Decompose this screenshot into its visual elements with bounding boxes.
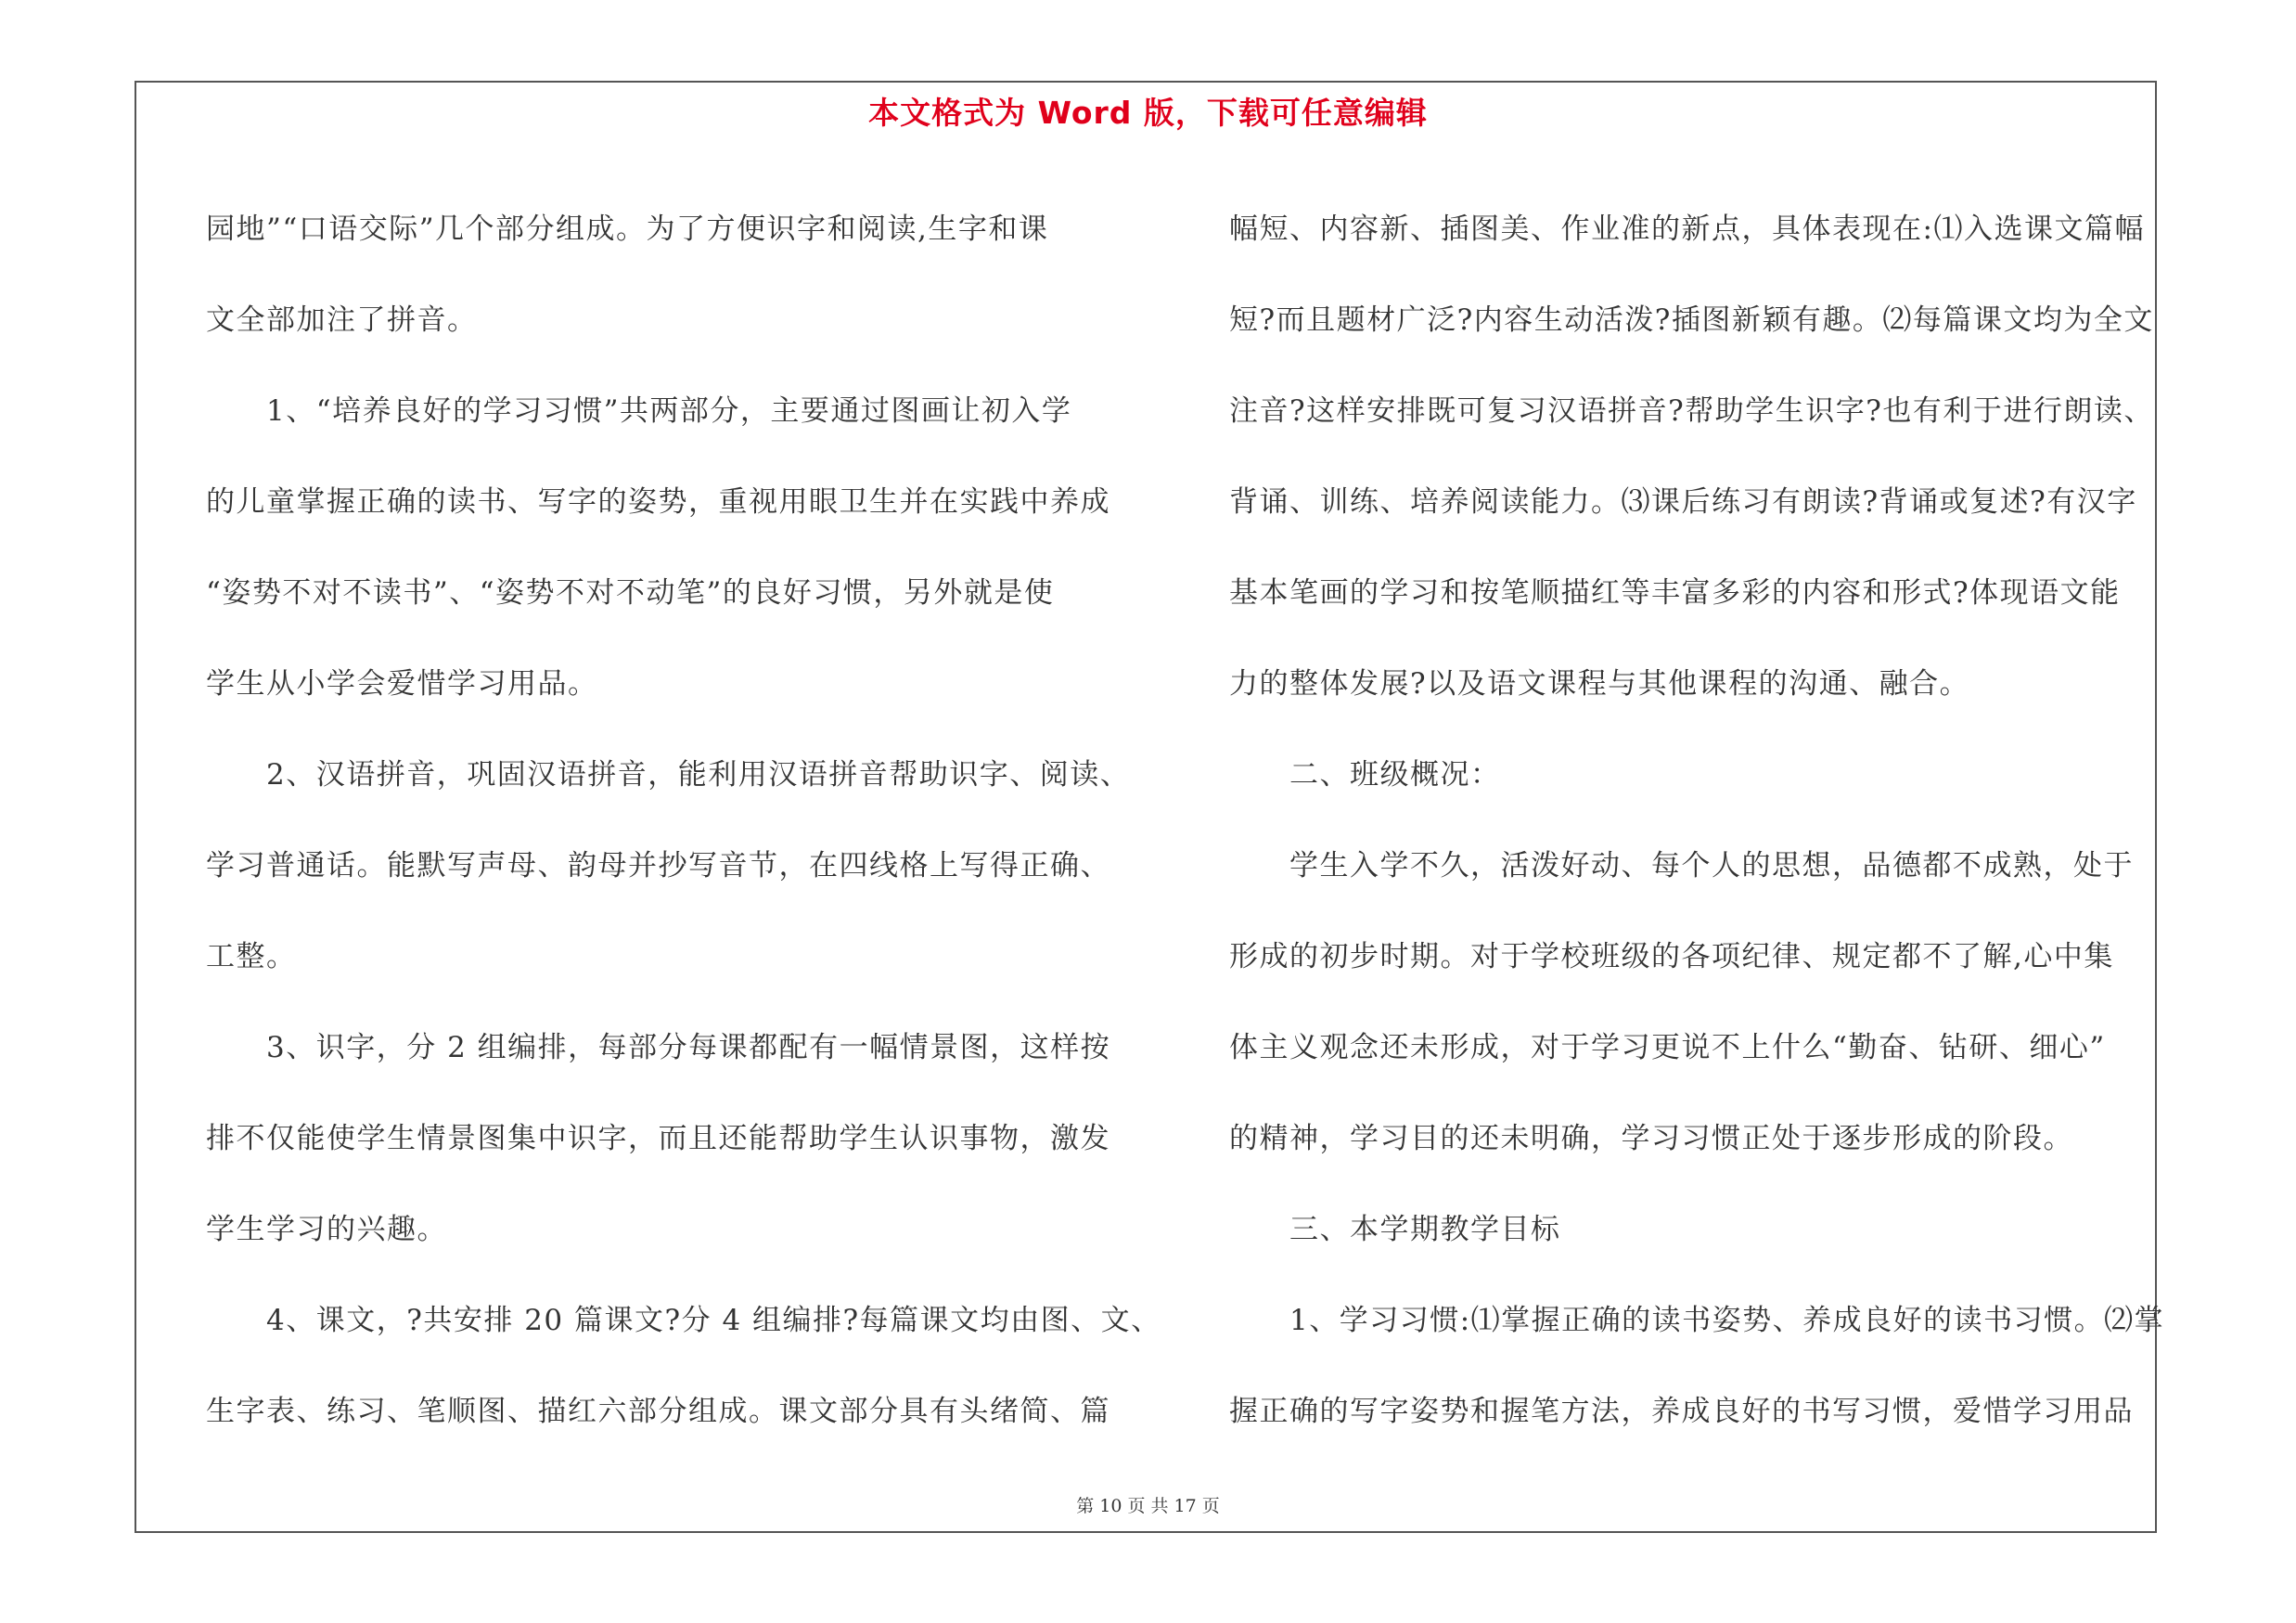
text-line: 生字表、练习、笔顺图、描红六部分组成。课文部分具有头绪简、篇: [206, 1395, 1110, 1428]
text-line: 1、学习习惯:⑴掌握正确的读书姿势、养成良好的读书习惯。⑵掌: [1229, 1304, 2165, 1337]
text-line: 学生从小学会爱惜学习用品。: [206, 667, 598, 701]
text-line: 4、课文，?共安排 20 篇课文?分 4 组编排?每篇课文均由图、文、: [206, 1304, 1161, 1337]
text-line: 学生入学不久，活泼好动、每个人的思想，品德都不成熟，处于: [1229, 849, 2134, 882]
text-line: 1、“培养良好的学习习惯”共两部分，主要通过图画让初入学: [206, 394, 1072, 428]
text-line: 体主义观念还未形成，对于学习更说不上什么“勤奋、钻研、细心”: [1229, 1031, 2106, 1064]
left-text-column: [206, 184, 1161, 1457]
text-line: 的精神，学习目的还未明确，学习习惯正处于逐步形成的阶段。: [1229, 1122, 2073, 1155]
section-heading: 三、本学期教学目标: [1229, 1213, 1561, 1246]
text-line: 注音?这样安排既可复习汉语拼音?帮助学生识字?也有利于进行朗读、: [1229, 394, 2154, 428]
page-number: 第 10 页 共 17 页: [1076, 1496, 1220, 1516]
text-line: 形成的初步时期。对于学校班级的各项纪律、规定都不了解,心中集: [1229, 940, 2114, 973]
text-line: 幅短、内容新、插图美、作业准的新点，具体表现在:⑴入选课文篇幅: [1229, 213, 2145, 246]
text-line: 2、汉语拼音，巩固汉语拼音，能利用汉语拼音帮助识字、阅读、: [206, 758, 1131, 792]
text-line: 工整。: [206, 940, 297, 973]
text-line: 学生学习的兴趣。: [206, 1213, 447, 1246]
text-line: 力的整体发展?以及语文课程与其他课程的沟通、融合。: [1229, 667, 1970, 701]
text-line: 学习普通话。能默写声母、韵母并抄写音节，在四线格上写得正确、: [206, 849, 1110, 882]
section-heading: 二、班级概况：: [1229, 758, 1501, 792]
text-line: 基本笔画的学习和按笔顺描红等丰富多彩的内容和形式?体现语文能: [1229, 576, 2121, 610]
text-line: 文全部加注了拼音。: [206, 303, 478, 337]
text-line: 排不仅能使学生情景图集中识字，而且还能帮助学生认识事物，激发: [206, 1122, 1110, 1155]
text-line: 3、识字，分 2 组编排，每部分每课都配有一幅情景图，这样按: [206, 1031, 1111, 1064]
document-banner: 本文格式为 Word 版，下载可任意编辑: [868, 95, 1428, 131]
text-line: 园地”“口语交际”几个部分组成。为了方便识字和阅读,生字和课: [206, 213, 1049, 246]
text-line: 握正确的写字姿势和握笔方法，养成良好的书写习惯，爱惜学习用品: [1229, 1395, 2134, 1428]
right-text-column: [1229, 184, 2165, 1457]
text-line: 短?而且题材广泛?内容生动活泼?插图新颖有趣。⑵每篇课文均为全文: [1229, 303, 2154, 337]
text-line: 背诵、训练、培养阅读能力。⑶课后练习有朗读?背诵或复述?有汉字: [1229, 485, 2137, 519]
text-line: 的儿童掌握正确的读书、写字的姿势，重视用眼卫生并在实践中养成: [206, 485, 1110, 519]
text-line: “姿势不对不读书”、“姿势不对不动笔”的良好习惯，另外就是使: [206, 576, 1055, 610]
